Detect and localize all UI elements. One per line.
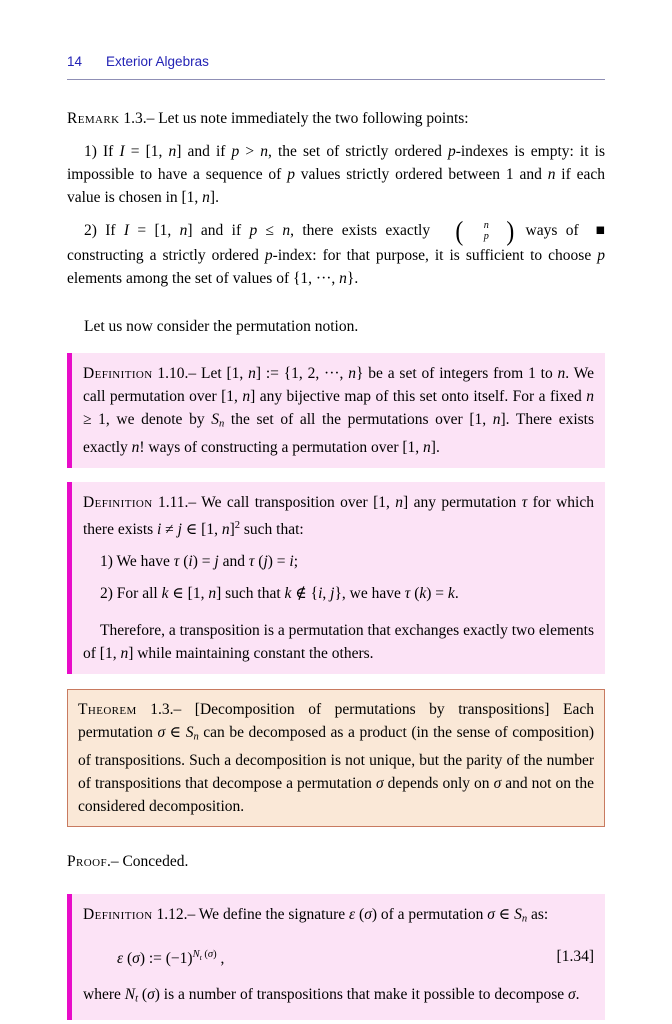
equation-number: [1.34] xyxy=(556,948,594,966)
definition-1-11-box xyxy=(67,482,605,674)
theorem-1-3-box xyxy=(67,689,605,827)
definition-1-11-closing: Therefore, a transposition is a permutation that exchanges exactly two elements of [1, n] while maintaining constant the others. xyxy=(83,621,594,662)
definition-1-12-intro: Definition 1.12.– We define the signature ε (σ) of a permutation σ ∈ $S_n$ as: xyxy=(83,905,549,925)
definition-1-10-box xyxy=(67,353,605,468)
end-of-remark-marker: ■ xyxy=(595,222,605,239)
remark-1-3-heading: Remark 1.3.– Let us note immediately the two following points: xyxy=(67,110,469,127)
page-number: 14 xyxy=(67,54,83,69)
definition-1-11-item-2: 2) For all k ∈ [1, n] such that k ∉ {i, j}, we have τ (k) = k. xyxy=(100,584,459,602)
signature-formula: ε (σ) := $(-1)^{Nt}$ $^{(\sigma)}$ , xyxy=(117,949,225,968)
remark-point-2 xyxy=(67,216,605,290)
remark-point-2-text: 2) If I = [1, n] and if p ≤ n, there exists exactly ( n p ) ways of constructing a strictly ordered p-index: for that purpose, it is sufficient to choose p elements among the set of values of {1, ···, n}. xyxy=(67,216,605,288)
running-header xyxy=(67,54,605,80)
definition-1-12-closing: where $N_t$ (σ) is a number of transpositions that make it possible to decompose σ. xyxy=(83,986,580,1005)
remark-point-1: 1) If I = [1, n] and if p > n, the set of strictly ordered p-indexes is empty: it is impossible to have a sequence of p values strictly ordered between 1 and n if each value is chosen in [1, n]. xyxy=(67,143,606,206)
proof-paragraph: Proof.– Conceded. xyxy=(67,852,189,870)
definition-1-11-text: Definition 1.11.– We call transposition over [1, n] any permutation τ for which there exists i ≠ j ∈ [1, n]$^2$ such that: xyxy=(83,493,594,538)
chapter-title: Exterior Algebras xyxy=(106,54,209,69)
lead-in-paragraph: Let us now consider the permutation notion. xyxy=(84,318,359,336)
theorem-1-3-text: Theorem 1.3.– [Decomposition of permutations by transpositions] Each permutation σ ∈ $S_n$ can be decomposed as a product (in the sense of composition) of transpositions. Such a decomposition is not unique, but the parity of the number of transpositions that decompose a permutation σ depends only on σ and not on the considered decomposition. xyxy=(78,700,594,815)
definition-1-11-item-1: 1) We have τ (i) = j and τ (j) = i; xyxy=(100,552,299,570)
definition-1-10-text: Definition 1.10.– Let [1, n] := {1, 2, ···, n} be a set of integers from 1 to n. We call permutation over [1, n] any bijective map of this set onto itself. For a fixed n ≥ 1, we denote by $S_n$ the set of all the permutations over [1, n]. There exists exactly n! ways of constructing a permutation over [1, n]. xyxy=(83,365,594,456)
equation-1-34-row xyxy=(83,943,594,970)
definition-1-12-box xyxy=(67,894,605,1020)
